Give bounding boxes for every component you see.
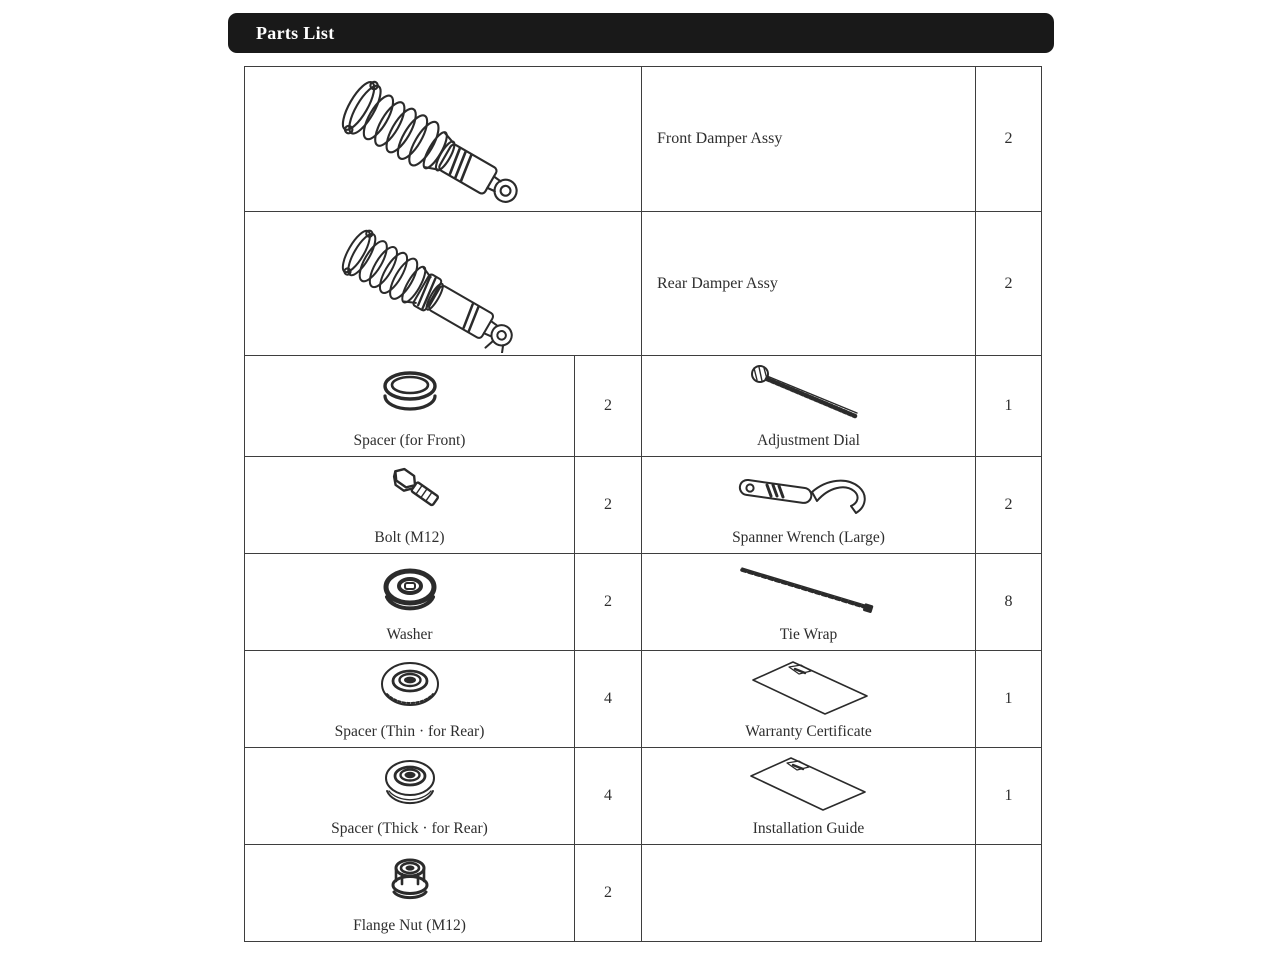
table-row <box>245 456 1041 553</box>
thin-rear-spacer-drawing-icon <box>377 659 443 715</box>
warranty-certificate-drawing-icon <box>741 656 877 718</box>
table-row <box>245 355 1041 456</box>
part-qty: 2 <box>975 212 1041 355</box>
part-name: Warranty Certificate <box>745 722 872 740</box>
part-qty: 4 <box>574 651 641 747</box>
flange-nut-figure <box>245 845 574 918</box>
spanner-wrench-cell <box>641 457 975 553</box>
part-qty: 2 <box>975 457 1041 553</box>
front-damper-figure-cell <box>245 67 641 211</box>
thick-rear-spacer-drawing-icon <box>377 755 443 813</box>
bolt-drawing-icon <box>378 465 442 521</box>
washer-cell <box>245 554 574 650</box>
installation-guide-drawing-icon <box>741 754 877 814</box>
front-damper-drawing-icon <box>337 70 549 208</box>
table-row <box>245 747 1041 844</box>
rear-damper-figure-cell <box>245 212 641 355</box>
part-name: Tie Wrap <box>779 625 838 643</box>
page-title: Parts List <box>256 22 335 43</box>
part-qty: 2 <box>574 845 641 941</box>
table-row <box>245 650 1041 747</box>
adjustment-dial-cell <box>641 356 975 456</box>
washer-drawing-icon <box>380 563 440 617</box>
thin-rear-spacer-figure <box>245 651 574 724</box>
bolt-figure <box>245 457 574 530</box>
installation-guide-figure <box>642 748 975 821</box>
part-qty: 1 <box>975 748 1041 844</box>
warranty-certificate-figure <box>642 651 975 724</box>
tie-wrap-cell <box>641 554 975 650</box>
part-qty: 2 <box>574 356 641 456</box>
part-name: Rear Damper Assy <box>641 212 975 355</box>
table-row <box>245 553 1041 650</box>
part-name: Adjustment Dial <box>757 431 860 449</box>
rear-damper-drawing-icon <box>337 215 549 353</box>
flange-nut-drawing-icon <box>382 855 438 907</box>
part-name: Front Damper Assy <box>641 67 975 211</box>
front-spacer-figure <box>245 356 574 433</box>
part-qty <box>975 845 1041 941</box>
front-spacer-cell <box>245 356 574 456</box>
parts-list-header <box>228 13 1054 53</box>
washer-figure <box>245 554 574 627</box>
table-row <box>245 67 1041 211</box>
warranty-certificate-cell <box>641 651 975 747</box>
part-name: Washer <box>386 625 433 643</box>
part-name: Spanner Wrench (Large) <box>732 528 885 546</box>
part-name: Spacer (Thin · for Rear) <box>334 722 485 740</box>
tie-wrap-drawing-icon <box>734 562 884 618</box>
parts-table <box>244 66 1042 942</box>
part-name: Spacer (for Front) <box>353 431 466 449</box>
empty-figure <box>642 845 975 933</box>
part-qty: 2 <box>975 67 1041 211</box>
flange-nut-cell <box>245 845 574 941</box>
spanner-wrench-drawing-icon <box>735 463 883 523</box>
thick-rear-spacer-figure <box>245 748 574 821</box>
part-name: Installation Guide <box>752 819 865 837</box>
part-qty: 2 <box>574 457 641 553</box>
installation-guide-cell <box>641 748 975 844</box>
part-qty: 1 <box>975 651 1041 747</box>
bolt-cell <box>245 457 574 553</box>
part-name: Bolt (M12) <box>374 528 445 546</box>
empty-cell <box>641 845 975 941</box>
front-spacer-drawing-icon <box>379 365 441 423</box>
adjustment-dial-figure <box>642 356 975 433</box>
thick-rear-spacer-cell <box>245 748 574 844</box>
thin-rear-spacer-cell <box>245 651 574 747</box>
tie-wrap-figure <box>642 554 975 627</box>
part-qty: 2 <box>574 554 641 650</box>
part-qty: 8 <box>975 554 1041 650</box>
part-qty: 1 <box>975 356 1041 456</box>
table-row <box>245 211 1041 355</box>
table-row <box>245 844 1041 941</box>
part-name: Spacer (Thick · for Rear) <box>331 819 488 837</box>
spanner-wrench-figure <box>642 457 975 530</box>
adjustment-dial-drawing-icon <box>745 363 873 425</box>
part-qty: 4 <box>574 748 641 844</box>
part-name: Flange Nut (M12) <box>353 916 466 934</box>
